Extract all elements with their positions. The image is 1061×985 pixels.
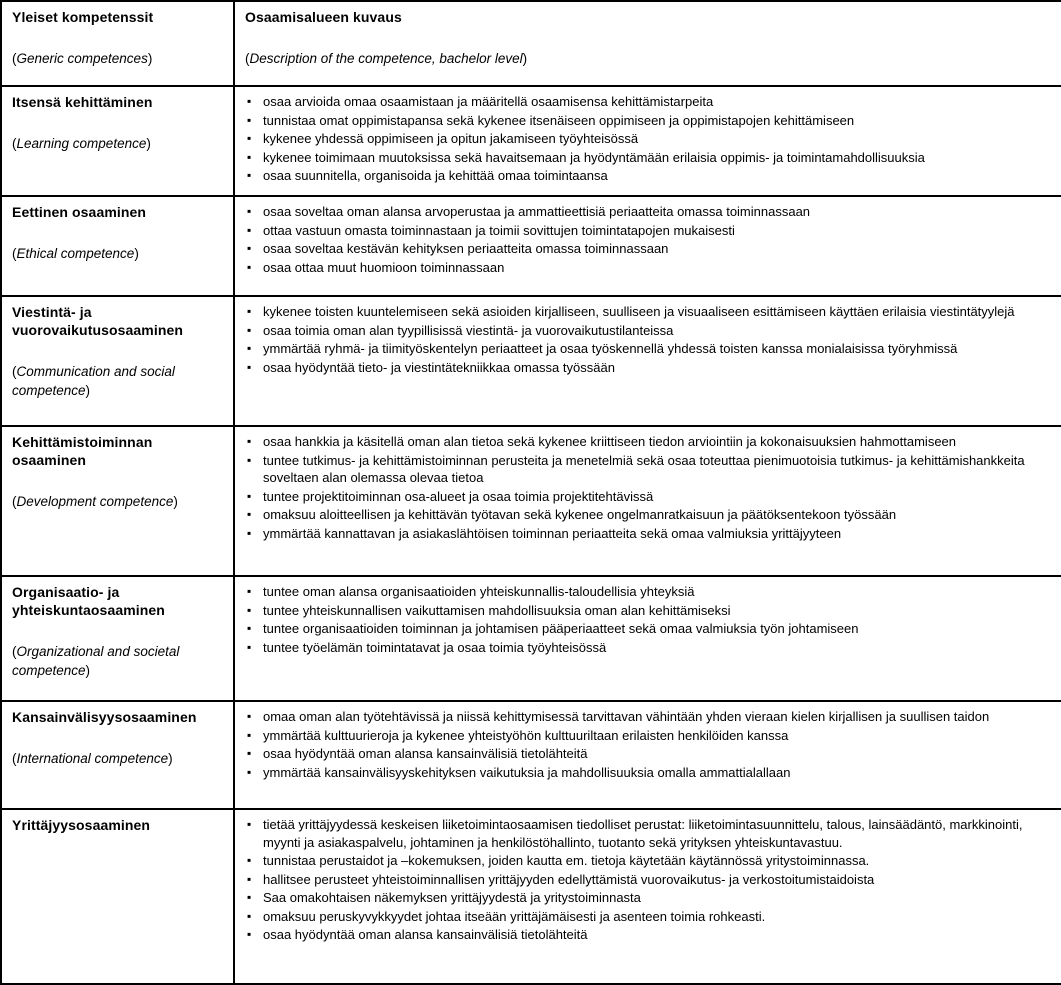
bullet-item (245, 340, 1053, 358)
table-row (1, 701, 1061, 809)
paren-open: ( (12, 751, 17, 767)
competence-title: Viestintä- ja vuorovaikutusosaaminen (12, 304, 184, 339)
bullet-item (245, 506, 1053, 524)
bullet-list (245, 203, 1053, 276)
bullet-square-icon: ▪ (247, 452, 252, 467)
bullet-item (245, 259, 1053, 277)
bullet-text: tunnistaa omat oppimistapansa sekä kykenee itsenäiseen oppimiseen ja oppimistapojen kehittämiseen (263, 112, 855, 128)
paren-close: ) (173, 494, 178, 510)
bullet-list (245, 708, 1053, 781)
bullet-text: tuntee työelämän toimintatavat ja osaa toimia työyhteisössä (263, 639, 607, 655)
header-title-fi: Osaamisalueen kuvaus (245, 9, 402, 25)
bullet-text: ymmärtää kansainvälisyyskehityksen vaikutuksia ja mahdollisuuksia omalla ammattialallaan (263, 764, 791, 780)
bullet-text: osaa soveltaa kestävän kehityksen periaatteita omassa toiminnassaan (263, 241, 669, 256)
table-header-row (1, 1, 1061, 86)
paren-open: ( (12, 494, 17, 510)
bullet-list (245, 93, 1053, 185)
bullet-square-icon: ▪ (247, 639, 252, 654)
bullet-text: tuntee tutkimus- ja kehittämistoiminnan perusteita ja menetelmiä sekä osaa toteuttaa pienimuotoisia tutkimus- ja kehittämishankkeita soveltaen alan olemassa olevaa tietoa (263, 452, 1025, 485)
description-cell (234, 809, 1061, 984)
bullet-item (245, 93, 1053, 111)
bullet-item (245, 359, 1053, 377)
bullet-text: osaa arvioida omaa osaamistaan ja määritellä osaamisensa kehittämistarpeita (263, 94, 714, 109)
bullet-item (245, 112, 1053, 130)
competence-subtitle (12, 643, 225, 679)
competence-subtitle (12, 363, 225, 399)
description-cell (234, 576, 1061, 701)
description-cell (234, 701, 1061, 809)
bullet-text: tuntee organisaatioiden toiminnan ja johtamisen pääperiaatteet sekä omaa valmiuksia työn johtamiseen (263, 621, 859, 636)
competence-subtitle-text: Learning competence (16, 136, 147, 152)
bullet-text: Saa omakohtaisen näkemyksen yrittäjyydestä ja yritystoiminnasta (263, 890, 641, 905)
competence-cell (1, 576, 234, 701)
bullet-square-icon: ▪ (247, 341, 252, 355)
bullet-square-icon: ▪ (247, 434, 252, 448)
bullet-square-icon: ▪ (247, 621, 252, 635)
bullet-item (245, 167, 1053, 185)
bullet-text: osaa toimia oman alan tyypillisissä viestintä- ja vuorovaikutustilanteissa (263, 322, 674, 338)
bullet-item (245, 816, 1053, 851)
bullet-square-icon: ▪ (247, 871, 252, 886)
header-title-fi: Yleiset kompetenssit (12, 9, 154, 25)
paren-close: ) (168, 751, 173, 767)
competence-title: Kehittämistoiminnan osaaminen (12, 434, 153, 469)
paren-open: ( (12, 51, 17, 67)
paren-open: ( (12, 364, 17, 380)
bullet-text: hallitsee perusteet yhteistoiminnallisen yrittäjyyden edellyttämistä vuorovaikutus- ja verkostoitumistaidoista (263, 871, 875, 887)
bullet-text: osaa ottaa muut huomioon toiminnassaan (263, 259, 505, 275)
paren-open: ( (12, 136, 17, 152)
bullet-item (245, 222, 1053, 240)
bullet-square-icon: ▪ (247, 602, 252, 617)
bullet-list (245, 303, 1053, 376)
bullet-square-icon: ▪ (247, 359, 252, 374)
competence-cell (1, 701, 234, 809)
bullet-text: tuntee projektitoiminnan osa-alueet ja osaa toimia projektitehtävissä (263, 488, 654, 504)
bullet-square-icon: ▪ (247, 241, 252, 255)
bullet-square-icon: ▪ (247, 304, 252, 318)
description-cell (234, 196, 1061, 296)
bullet-item (245, 322, 1053, 340)
table-row (1, 576, 1061, 701)
bullet-square-icon: ▪ (247, 584, 252, 598)
table-row (1, 86, 1061, 196)
bullet-square-icon: ▪ (247, 204, 252, 218)
bullet-item (245, 203, 1053, 221)
bullet-square-icon: ▪ (247, 149, 252, 164)
bullet-item (245, 303, 1053, 321)
bullet-text: tuntee yhteiskunnallisen vaikuttamisen mahdollisuuksia oman alan kehittämiseksi (263, 602, 731, 618)
bullet-item (245, 708, 1053, 726)
paren-close: ) (134, 246, 139, 262)
bullet-square-icon: ▪ (247, 112, 252, 127)
header-cell-description (234, 1, 1061, 86)
header-subtitle-en-text: Description of the competence, bachelor level (249, 51, 523, 67)
description-cell (234, 296, 1061, 426)
competence-subtitle-text: Communication and social competence (12, 364, 175, 398)
bullet-square-icon: ▪ (247, 131, 252, 145)
bullet-square-icon: ▪ (247, 94, 252, 108)
competence-subtitle (12, 493, 225, 511)
bullet-item (245, 488, 1053, 506)
bullet-item (245, 639, 1053, 657)
bullet-item (245, 745, 1053, 763)
bullet-text: kykenee toisten kuuntelemiseen sekä asioiden kirjalliseen, suulliseen ja visuaaliseen esittämiseen käyttäen erilaisia viestintätyylejä (263, 304, 1015, 319)
bullet-text: osaa hyödyntää oman alansa kansainvälisiä tietolähteitä (263, 927, 588, 942)
bullet-item (245, 871, 1053, 889)
bullet-text: ymmärtää kulttuurieroja ja kykenee yhteistyöhön kulttuuriltaan erilaisten henkilöiden kanssa (263, 727, 789, 743)
bullet-square-icon: ▪ (247, 488, 252, 503)
bullet-square-icon: ▪ (247, 507, 252, 521)
paren-open: ( (12, 246, 17, 262)
competence-cell (1, 426, 234, 576)
bullet-item (245, 764, 1053, 782)
paren-close: ) (85, 382, 91, 398)
competence-cell (1, 196, 234, 296)
description-cell (234, 86, 1061, 196)
competence-title: Organisaatio- ja yhteiskuntaosaaminen (12, 584, 165, 619)
table-row (1, 196, 1061, 296)
bullet-square-icon: ▪ (247, 259, 252, 274)
bullet-item (245, 908, 1053, 926)
bullet-square-icon: ▪ (247, 709, 252, 723)
bullet-item (245, 602, 1053, 620)
bullet-text: tuntee oman alansa organisaatioiden yhteiskunnallis-taloudellisia yhteyksiä (263, 584, 695, 599)
bullet-text: osaa soveltaa oman alansa arvoperustaa ja ammattieettisiä periaatteita omassa toiminnassaan (263, 204, 811, 219)
competence-subtitle-text: International competence (16, 751, 169, 767)
header-subtitle-en (12, 50, 225, 68)
bullet-list (245, 433, 1053, 542)
bullet-text: kykenee yhdessä oppimiseen ja opitun jakamiseen työyhteisössä (263, 131, 639, 146)
header-cell-generic-competences (1, 1, 234, 86)
bullet-square-icon: ▪ (247, 853, 252, 867)
bullet-item (245, 620, 1053, 638)
competence-subtitle (12, 750, 225, 768)
bullet-item (245, 889, 1053, 907)
bullet-item (245, 452, 1053, 487)
bullet-square-icon: ▪ (247, 746, 252, 760)
bullet-item (245, 525, 1053, 543)
bullet-text: ymmärtää ryhmä- ja tiimityöskentelyn periaatteet ja osaa työskennellä yhdessä toisten kanssa monialaisissa työryhmissä (263, 341, 958, 356)
bullet-square-icon: ▪ (247, 908, 252, 923)
bullet-item (245, 852, 1053, 870)
competence-subtitle-text: Organizational and societal competence (12, 644, 180, 678)
competence-subtitle-text: Development competence (16, 494, 174, 510)
bullet-square-icon: ▪ (247, 322, 252, 337)
description-cell (234, 426, 1061, 576)
bullet-text: osaa suunnitella, organisoida ja kehittää omaa toimintaansa (263, 168, 608, 183)
bullet-square-icon: ▪ (247, 222, 252, 237)
competence-title: Kansainvälisyysosaaminen (12, 709, 197, 725)
competence-subtitle (12, 245, 225, 263)
bullet-item (245, 926, 1053, 944)
bullet-square-icon: ▪ (247, 525, 252, 540)
header-subtitle-en-text: Generic competences (16, 51, 148, 67)
bullet-item (245, 149, 1053, 167)
bullet-list (245, 816, 1053, 944)
bullet-text: ottaa vastuun omasta toiminnastaan ja toimii sovittujen toimintatapojen mukaisesti (263, 222, 735, 238)
competence-title: Itsensä kehittäminen (12, 94, 153, 110)
bullet-text: tietää yrittäjyydessä keskeisen liiketoimintaosaamisen tiedolliset perustat: liiketoimintasuunnittelu, talous, lainsäädäntö, markkinointi, myynti ja asiakaspalvelu, johtaminen ja henkilöstöhallinto, tuotanto sekä yrityksen yhteiskuntavastuu. (263, 817, 1023, 850)
competence-title: Yrittäjyysosaaminen (12, 817, 151, 833)
bullet-item (245, 130, 1053, 148)
paren-open: ( (12, 644, 17, 660)
bullet-text: omaksuu peruskyvykkyydet johtaa itseään yrittäjämäisesti ja asenteen toimia rohkeasti. (263, 908, 766, 924)
competence-subtitle (12, 135, 225, 153)
table-row (1, 809, 1061, 984)
competence-cell (1, 809, 234, 984)
header-subtitle-en (245, 50, 1053, 68)
bullet-text: osaa hankkia ja käsitellä oman alan tietoa sekä kykenee kriittiseen tiedon arviointiin ja kokonaisuuksien hahmottamiseen (263, 434, 957, 449)
bullet-text: tunnistaa perustaidot ja –kokemuksen, joiden kautta em. tietoja käytetään käytännössä yritystoiminnassa. (263, 853, 870, 868)
bullet-text: osaa hyödyntää oman alansa kansainvälisiä tietolähteitä (263, 746, 588, 761)
bullet-square-icon: ▪ (247, 168, 252, 182)
bullet-list (245, 583, 1053, 656)
competence-title: Eettinen osaaminen (12, 204, 147, 220)
paren-close: ) (146, 136, 151, 152)
competence-cell (1, 296, 234, 426)
table-row (1, 426, 1061, 576)
bullet-square-icon: ▪ (247, 727, 252, 742)
paren-close: ) (522, 51, 528, 67)
paren-open: ( (245, 51, 250, 67)
bullet-item (245, 727, 1053, 745)
paren-close: ) (85, 662, 91, 678)
bullet-item (245, 240, 1053, 258)
bullet-text: osaa hyödyntää tieto- ja viestintätekniikkaa omassa työssään (263, 359, 615, 375)
table-row (1, 296, 1061, 426)
bullet-text: omaksuu aloitteellisen ja kehittävän työtavan sekä kykenee ongelmanratkaisuun ja päätöksentekoon työssään (263, 507, 897, 522)
bullet-text: ymmärtää kannattavan ja asiakaslähtöisen toiminnan periaatteita sekä omaa valmiuksia yrittäjyyteen (263, 525, 842, 541)
bullet-square-icon: ▪ (247, 927, 252, 941)
bullet-square-icon: ▪ (247, 890, 252, 904)
paren-close: ) (147, 51, 153, 67)
bullet-text: kykenee toimimaan muutoksissa sekä havaitsemaan ja hyödyntämään erilaisia oppimis- ja toimintamahdollisuuksia (263, 149, 925, 165)
bullet-item (245, 583, 1053, 601)
bullet-square-icon: ▪ (247, 817, 252, 831)
bullet-item (245, 433, 1053, 451)
competence-cell (1, 86, 234, 196)
competence-subtitle-text: Ethical competence (16, 246, 135, 262)
bullet-text: omaa oman alan työtehtävissä ja niissä kehittymisessä tarvittavan vähintään yhden vieraan kielen kirjallisen ja suullisen taidon (263, 709, 990, 724)
bullet-square-icon: ▪ (247, 764, 252, 779)
